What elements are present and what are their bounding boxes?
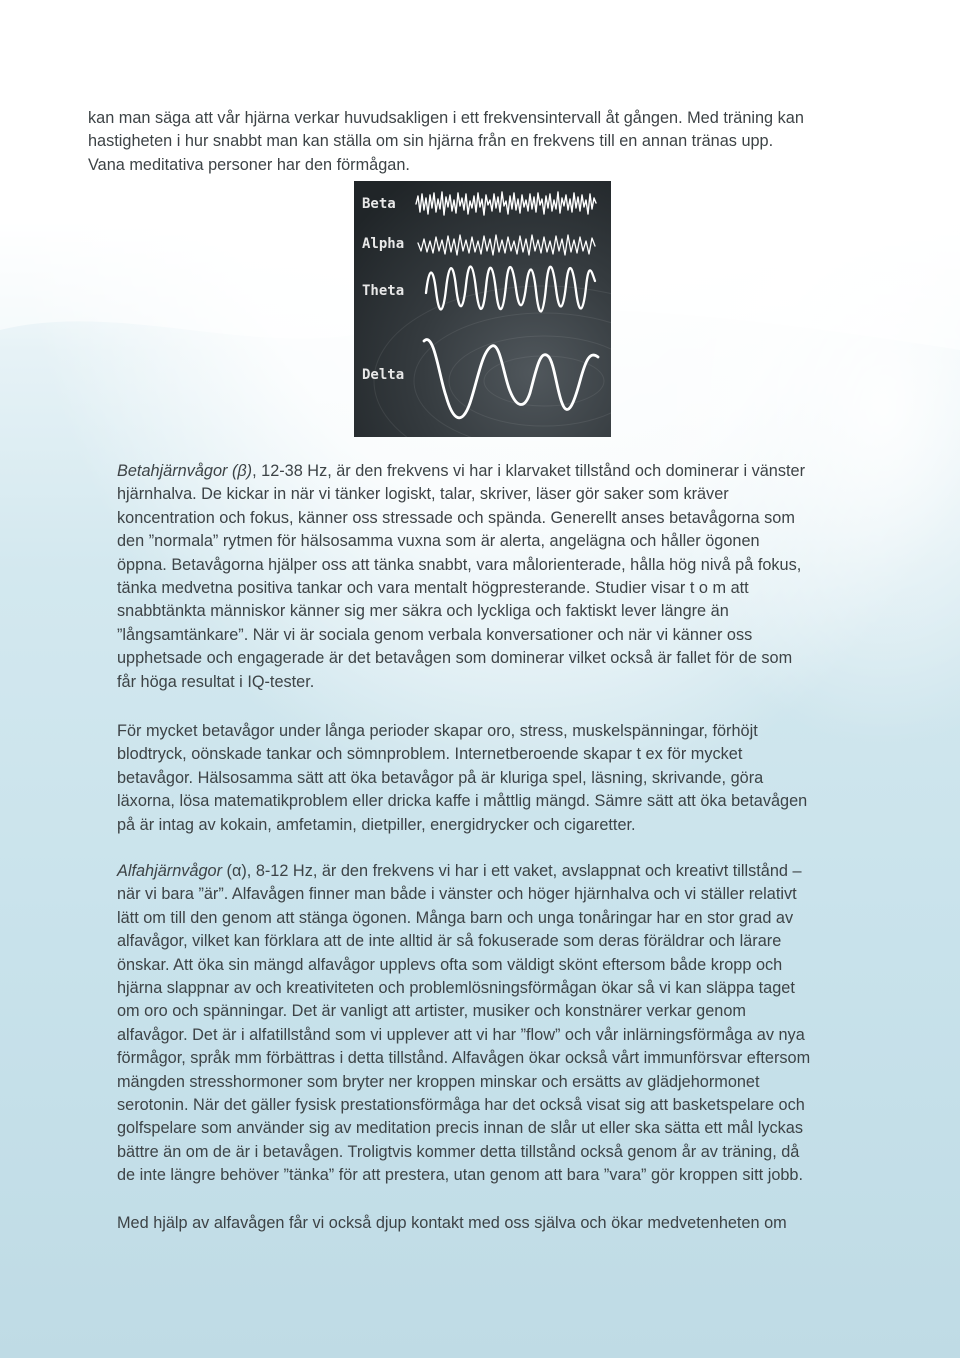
text-line: på är intag av kokain, amfetamin, dietpiller, energidrycker och cigaretter.: [117, 815, 636, 834]
text-line: koncentration och fokus, känner oss stressade och spända. Generellt anses betavågorna som: [117, 508, 795, 527]
beta-excess-paragraph: [117, 720, 807, 837]
text-line: hjärna slappnar av och kreativiteten och problemlösningsförmågan ökar så vi kan släppa taget: [117, 979, 795, 998]
text-line: kan man säga att vår hjärna verkar huvudsakligen i ett frekvensintervall åt gången. Med träning kan: [88, 109, 804, 127]
intro-paragraph: [88, 107, 804, 177]
text-line: de inte längre behöver ”tänka” för att prestera, utan genom att bara ”vara” gör kroppen sitt jobb.: [117, 1166, 804, 1185]
text-line: får höga resultat i IQ-tester.: [117, 672, 315, 691]
beta-term: Betahjärnvågor (β): [117, 462, 253, 480]
text-line: betavågor. Hälsosamma sätt att öka betavågor på är kluriga spel, läsning, skrivande, göra: [117, 768, 764, 787]
closing-paragraph: [117, 1212, 787, 1235]
text-line: läxorna, lösa matematikproblem eller dricka kaffe i måttlig mängd. Sämre sätt att öka betavågen: [117, 792, 808, 811]
text-line: serotonin. När det gäller fysisk prestationsförmåga har det också visat sig att basketspelare och: [117, 1096, 805, 1115]
text-fragment: (α), 8-12 Hz, är den frekvens vi har i ett vaket, avslappnat och kreativt tillstånd –: [222, 862, 802, 880]
beta-paragraph: [117, 460, 805, 694]
text-line: alfavågor. Det är i alfatillstånd som vi upplever att vi har ”flow” och vår inlärningsförmåga av nya: [117, 1025, 805, 1044]
wave-label-beta: Beta: [362, 196, 396, 212]
text-line: mängden stresshormoner som bryter ner kroppen minskar och ersätts av glädjehormonet: [117, 1072, 760, 1091]
text-line: [117, 460, 805, 483]
text-line: den ”normala” rytmen för hälsosamma vuxna som är alerta, angelägna och håller ögonen: [117, 532, 760, 551]
text-line: Vana meditativa personer har den förmågan.: [88, 155, 410, 174]
text-line: ”långsamtänkare”. När vi är sociala genom verbala konversationer och när vi känner oss: [117, 625, 753, 644]
text-line: öppna. Betavågorna hjälper oss att tänka snabbt, vara målorienterade, hålla hög nivå på fokus,: [117, 555, 802, 574]
text-line: snabbtänkta människor känner sig mer säkra och lyckliga och faktiskt lever längre än: [117, 602, 729, 621]
text-line: Med hjälp av alfavågen får vi också djup kontakt med oss själva och ökar medvetenheten om: [117, 1214, 787, 1232]
text-line: hastigheten i hur snabbt man kan ställa om sin hjärna från en frekvens till en annan tränas upp.: [88, 132, 774, 151]
wave-label-theta: Theta: [362, 283, 405, 299]
text-line: lätt om till den genom att stänga ögonen. Många barn och unga tonåringar har en stor grad av: [117, 908, 794, 927]
text-line: bättre än om de är i betavågen. Troligtvis kommer detta tillstånd också genom år av träning, då: [117, 1142, 800, 1161]
wave-label-delta: Delta: [362, 367, 405, 383]
text-line: [117, 860, 810, 883]
brainwave-figure: [354, 181, 611, 437]
wave-label-alpha: Alpha: [362, 236, 405, 252]
text-line: tänka medvetna positiva tankar och vara mentalt högpresterande. Studier visar t o m att: [117, 579, 749, 598]
text-line: golfspelare som använder sig av meditation precis innan de slår ut eller ska sätta ett mål lyckas: [117, 1119, 803, 1138]
text-line: alfavågor, vilket kan förklara att de inte alltid är så fokuserade som deras föräldrar och lärare: [117, 932, 782, 951]
text-line: när vi bara ”är”. Alfavågen finner man både i vänster och höger hjärnhalva och vi ställer relativt: [117, 885, 797, 904]
alpha-paragraph: [117, 860, 810, 1188]
alpha-term: Alfahjärnvågor: [117, 862, 222, 880]
text-line: om oro och spänningar. Det är vanligt att artister, musiker och konstnärer verkar genom: [117, 1002, 746, 1021]
text-line: blodtryck, oönskade tankar och sömnproblem. Internetberoende skapar t ex för mycket: [117, 745, 743, 764]
text-line: förmågor, språk mm förbättras i detta tillstånd. Alfavågen ökar också vårt immunförsvar eftersom: [117, 1049, 811, 1068]
text-line: För mycket betavågor under långa perioder skapar oro, stress, muskelspänningar, förhöjt: [117, 722, 758, 740]
text-line: upphetsade och engagerade är det betavågen som dominerar vilket också är fallet för de som: [117, 649, 793, 668]
text-line: hjärnhalva. De kickar in när vi tänker logiskt, talar, skriver, läser gör saker som kräver: [117, 485, 729, 504]
text-line: önskar. Att öka sin mängd alfavågor upplevs ofta som väldigt skönt eftersom både kropp och: [117, 955, 783, 974]
text-fragment: , 12-38 Hz, är den frekvens vi har i klarvaket tillstånd och dominerar i vänster: [252, 462, 805, 480]
